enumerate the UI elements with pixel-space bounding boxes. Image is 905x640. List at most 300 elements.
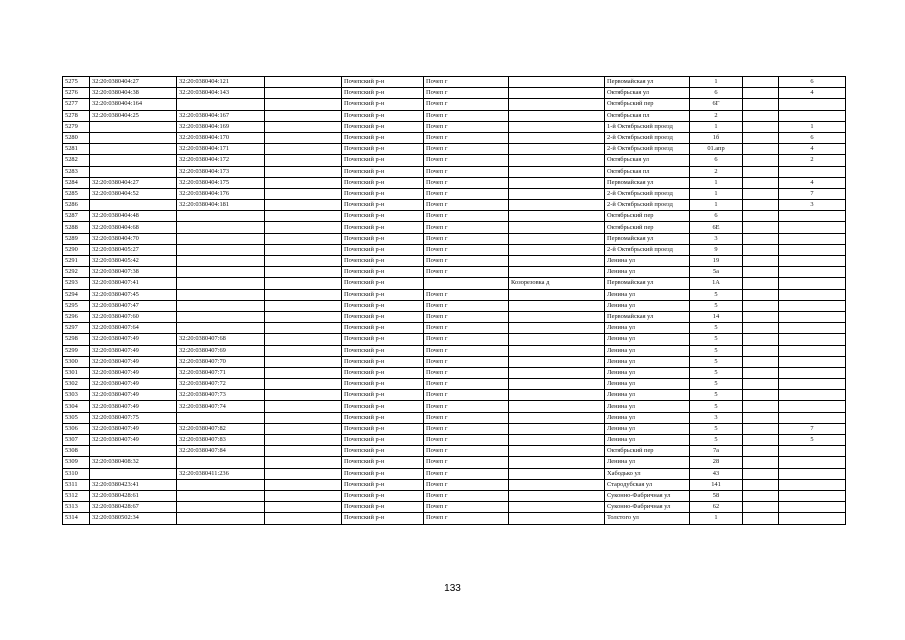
cell-cadastral-number [90, 166, 177, 177]
cell-row-number: 5304 [63, 401, 90, 412]
registry-sheet [62, 76, 846, 525]
cell-district: Почепский р-н [342, 99, 424, 110]
cell-row-number: 5294 [63, 289, 90, 300]
cell-extra-number [265, 334, 342, 345]
cell-street: Первомайская ул [605, 311, 690, 322]
cell-village [509, 345, 605, 356]
cell-extra-number [265, 446, 342, 457]
cell-village [509, 379, 605, 390]
cell-flat-number: 5 [779, 435, 846, 446]
cell-district: Почепский р-н [342, 311, 424, 322]
cell-street: Ленина ул [605, 423, 690, 434]
cell-extra-number [265, 311, 342, 322]
cell-village [509, 490, 605, 501]
table-row [63, 110, 846, 121]
cell-flat-number: 2 [779, 155, 846, 166]
cell-flat-number: 4 [779, 144, 846, 155]
cell-village [509, 188, 605, 199]
cell-cadastral-number: 32:20:0380407:49 [90, 435, 177, 446]
cell-cadastral-number: 32:20:0380407:49 [90, 401, 177, 412]
cell-building-cadastral-number: 32:20:0380404:143 [177, 88, 265, 99]
cell-district: Почепский р-н [342, 502, 424, 513]
cell-flat-number: 6 [779, 132, 846, 143]
cell-flat-number [779, 334, 846, 345]
cell-city: Почеп г [424, 435, 509, 446]
cell-extra-number [265, 502, 342, 513]
cell-row-number: 5305 [63, 412, 90, 423]
cell-corpus [743, 188, 779, 199]
cell-cadastral-number: 32:20:0380407:49 [90, 423, 177, 434]
cell-district: Почепский р-н [342, 166, 424, 177]
cell-corpus [743, 468, 779, 479]
cell-village [509, 311, 605, 322]
cell-corpus [743, 412, 779, 423]
cell-flat-number: 6 [779, 77, 846, 88]
cell-district: Почепский р-н [342, 379, 424, 390]
table-row [63, 222, 846, 233]
cell-city: Почеп г [424, 334, 509, 345]
cell-row-number: 5300 [63, 356, 90, 367]
cell-cadastral-number: 32:20:0380404:27 [90, 177, 177, 188]
cell-building-cadastral-number: 32:20:0380407:73 [177, 390, 265, 401]
cell-district: Почепский р-н [342, 513, 424, 524]
table-row [63, 356, 846, 367]
cell-city [424, 278, 509, 289]
cell-row-number: 5283 [63, 166, 90, 177]
registry-table [62, 76, 846, 525]
table-row [63, 334, 846, 345]
cell-extra-number [265, 379, 342, 390]
cell-building-cadastral-number: 32:20:0380404:167 [177, 110, 265, 121]
table-row [63, 423, 846, 434]
cell-flat-number [779, 513, 846, 524]
cell-row-number: 5276 [63, 88, 90, 99]
cell-extra-number [265, 132, 342, 143]
cell-house-number: 5 [690, 390, 743, 401]
cell-city: Почеп г [424, 300, 509, 311]
cell-flat-number [779, 110, 846, 121]
cell-flat-number [779, 323, 846, 334]
cell-district: Почепский р-н [342, 435, 424, 446]
cell-house-number: 5 [690, 345, 743, 356]
cell-city: Почеп г [424, 345, 509, 356]
cell-district: Почепский р-н [342, 457, 424, 468]
cell-district: Почепский р-н [342, 412, 424, 423]
cell-row-number: 5311 [63, 479, 90, 490]
cell-extra-number [265, 435, 342, 446]
cell-row-number: 5312 [63, 490, 90, 501]
cell-building-cadastral-number: 32:20:0380407:70 [177, 356, 265, 367]
cell-cadastral-number: 32:20:0380407:49 [90, 345, 177, 356]
cell-cadastral-number: 32:20:0380405:42 [90, 256, 177, 267]
cell-extra-number [265, 77, 342, 88]
cell-extra-number [265, 423, 342, 434]
cell-flat-number [779, 479, 846, 490]
cell-district: Почепский р-н [342, 155, 424, 166]
cell-city: Почеп г [424, 110, 509, 121]
cell-building-cadastral-number [177, 457, 265, 468]
cell-city: Почеп г [424, 468, 509, 479]
cell-cadastral-number: 32:20:0380407:38 [90, 267, 177, 278]
cell-flat-number [779, 311, 846, 322]
cell-corpus [743, 502, 779, 513]
cell-flat-number [779, 345, 846, 356]
cell-district: Почепский р-н [342, 367, 424, 378]
cell-row-number: 5313 [63, 502, 90, 513]
cell-city: Почеп г [424, 244, 509, 255]
cell-village [509, 513, 605, 524]
cell-district: Почепский р-н [342, 345, 424, 356]
cell-row-number: 5293 [63, 278, 90, 289]
table-row [63, 155, 846, 166]
cell-building-cadastral-number: 32:20:0380407:71 [177, 367, 265, 378]
cell-corpus [743, 513, 779, 524]
cell-house-number: 58 [690, 490, 743, 501]
cell-district: Почепский р-н [342, 423, 424, 434]
cell-street: Суконно-Фабричная ул [605, 490, 690, 501]
table-row [63, 490, 846, 501]
cell-building-cadastral-number [177, 278, 265, 289]
cell-cadastral-number: 32:20:0380404:48 [90, 211, 177, 222]
cell-row-number: 5277 [63, 99, 90, 110]
cell-extra-number [265, 144, 342, 155]
cell-building-cadastral-number [177, 323, 265, 334]
cell-district: Почепский р-н [342, 401, 424, 412]
cell-row-number: 5275 [63, 77, 90, 88]
cell-village [509, 446, 605, 457]
cell-street: Первомайская ул [605, 177, 690, 188]
cell-cadastral-number: 32:20:0380428:67 [90, 502, 177, 513]
cell-house-number: 141 [690, 479, 743, 490]
cell-house-number: 6 [690, 88, 743, 99]
cell-row-number: 5309 [63, 457, 90, 468]
cell-extra-number [265, 200, 342, 211]
cell-house-number: 1 [690, 513, 743, 524]
cell-street: Октябрьская пл [605, 166, 690, 177]
cell-street: Ленина ул [605, 345, 690, 356]
cell-extra-number [265, 356, 342, 367]
cell-corpus [743, 311, 779, 322]
cell-house-number: 1 [690, 177, 743, 188]
cell-street: Ленина ул [605, 401, 690, 412]
cell-extra-number [265, 457, 342, 468]
cell-house-number: 1 [690, 77, 743, 88]
cell-village [509, 256, 605, 267]
cell-cadastral-number: 32:20:0380404:164 [90, 99, 177, 110]
cell-village [509, 502, 605, 513]
cell-city: Почеп г [424, 88, 509, 99]
cell-house-number: 43 [690, 468, 743, 479]
table-row [63, 177, 846, 188]
cell-village [509, 367, 605, 378]
cell-building-cadastral-number: 32:20:0380407:82 [177, 423, 265, 434]
cell-extra-number [265, 300, 342, 311]
cell-corpus [743, 256, 779, 267]
cell-district: Почепский р-н [342, 323, 424, 334]
cell-village [509, 144, 605, 155]
cell-row-number: 5281 [63, 144, 90, 155]
cell-street: Октябрьская пл [605, 110, 690, 121]
cell-building-cadastral-number [177, 99, 265, 110]
cell-city: Почеп г [424, 479, 509, 490]
cell-street: Первомайская ул [605, 77, 690, 88]
cell-house-number: 9 [690, 244, 743, 255]
cell-district: Почепский р-н [342, 121, 424, 132]
cell-flat-number: 4 [779, 177, 846, 188]
cell-district: Почепский р-н [342, 479, 424, 490]
cell-city: Почеп г [424, 356, 509, 367]
cell-building-cadastral-number: 32:20:0380404:181 [177, 200, 265, 211]
table-row [63, 77, 846, 88]
cell-village [509, 200, 605, 211]
table-row [63, 457, 846, 468]
cell-village [509, 88, 605, 99]
cell-city: Почеп г [424, 121, 509, 132]
cell-street: 1-й Октябрьский проезд [605, 121, 690, 132]
cell-city: Почеп г [424, 211, 509, 222]
cell-cadastral-number: 32:20:0380404:52 [90, 188, 177, 199]
table-row [63, 278, 846, 289]
cell-street: 2-й Октябрьский проезд [605, 244, 690, 255]
cell-city: Почеп г [424, 490, 509, 501]
cell-house-number: 1 [690, 188, 743, 199]
cell-building-cadastral-number: 32:20:0380404:176 [177, 188, 265, 199]
cell-cadastral-number [90, 468, 177, 479]
table-row [63, 244, 846, 255]
cell-extra-number [265, 177, 342, 188]
cell-extra-number [265, 233, 342, 244]
cell-building-cadastral-number: 32:20:0380404:175 [177, 177, 265, 188]
cell-city: Почеп г [424, 323, 509, 334]
cell-city: Почеп г [424, 423, 509, 434]
cell-cadastral-number: 32:20:0380404:68 [90, 222, 177, 233]
cell-district: Почепский р-н [342, 278, 424, 289]
cell-flat-number: 4 [779, 88, 846, 99]
table-row [63, 345, 846, 356]
cell-city: Почеп г [424, 367, 509, 378]
cell-street: Ленина ул [605, 334, 690, 345]
cell-flat-number [779, 379, 846, 390]
cell-corpus [743, 233, 779, 244]
cell-building-cadastral-number [177, 479, 265, 490]
cell-row-number: 5292 [63, 267, 90, 278]
cell-village [509, 289, 605, 300]
cell-corpus [743, 401, 779, 412]
cell-village [509, 121, 605, 132]
cell-house-number: 1б [690, 132, 743, 143]
cell-corpus [743, 278, 779, 289]
cell-flat-number [779, 356, 846, 367]
cell-building-cadastral-number: 32:20:0380404:172 [177, 155, 265, 166]
cell-flat-number: 7 [779, 188, 846, 199]
cell-district: Почепский р-н [342, 222, 424, 233]
cell-building-cadastral-number: 32:20:0380404:121 [177, 77, 265, 88]
cell-street: Ленина ул [605, 289, 690, 300]
cell-corpus [743, 479, 779, 490]
cell-extra-number [265, 278, 342, 289]
cell-cadastral-number: 32:20:0380407:49 [90, 356, 177, 367]
cell-building-cadastral-number [177, 211, 265, 222]
cell-cadastral-number: 32:20:0380407:60 [90, 311, 177, 322]
cell-city: Почеп г [424, 446, 509, 457]
cell-building-cadastral-number: 32:20:0380404:173 [177, 166, 265, 177]
cell-cadastral-number: 32:20:0380404:70 [90, 233, 177, 244]
cell-extra-number [265, 390, 342, 401]
cell-extra-number [265, 256, 342, 267]
table-row [63, 233, 846, 244]
cell-village [509, 222, 605, 233]
cell-flat-number [779, 233, 846, 244]
cell-building-cadastral-number [177, 502, 265, 513]
table-row [63, 188, 846, 199]
cell-village [509, 300, 605, 311]
cell-building-cadastral-number [177, 289, 265, 300]
cell-building-cadastral-number [177, 412, 265, 423]
cell-cadastral-number [90, 144, 177, 155]
cell-row-number: 5303 [63, 390, 90, 401]
cell-village [509, 334, 605, 345]
cell-district: Почепский р-н [342, 300, 424, 311]
cell-row-number: 5282 [63, 155, 90, 166]
cell-corpus [743, 390, 779, 401]
cell-village [509, 390, 605, 401]
table-row [63, 267, 846, 278]
cell-cadastral-number: 32:20:0380407:45 [90, 289, 177, 300]
cell-district: Почепский р-н [342, 88, 424, 99]
cell-corpus [743, 222, 779, 233]
cell-village: Козорезовка д [509, 278, 605, 289]
cell-village [509, 267, 605, 278]
cell-house-number: 1 [690, 121, 743, 132]
cell-street: Первомайская ул [605, 233, 690, 244]
cell-extra-number [265, 412, 342, 423]
cell-row-number: 5314 [63, 513, 90, 524]
cell-extra-number [265, 244, 342, 255]
cell-flat-number [779, 502, 846, 513]
cell-village [509, 132, 605, 143]
cell-cadastral-number: 32:20:0380407:47 [90, 300, 177, 311]
cell-flat-number [779, 457, 846, 468]
table-row [63, 367, 846, 378]
cell-row-number: 5310 [63, 468, 90, 479]
cell-district: Почепский р-н [342, 267, 424, 278]
table-row [63, 479, 846, 490]
cell-village [509, 457, 605, 468]
cell-row-number: 5299 [63, 345, 90, 356]
cell-building-cadastral-number: 32:20:0380407:74 [177, 401, 265, 412]
cell-extra-number [265, 222, 342, 233]
cell-house-number: 6Е [690, 222, 743, 233]
cell-house-number: 5 [690, 401, 743, 412]
table-row [63, 513, 846, 524]
table-row [63, 99, 846, 110]
table-row [63, 300, 846, 311]
cell-city: Почеп г [424, 256, 509, 267]
cell-corpus [743, 110, 779, 121]
cell-flat-number [779, 446, 846, 457]
cell-flat-number [779, 222, 846, 233]
cell-building-cadastral-number [177, 513, 265, 524]
table-row [63, 401, 846, 412]
cell-flat-number [779, 278, 846, 289]
cell-extra-number [265, 155, 342, 166]
cell-city: Почеп г [424, 99, 509, 110]
cell-row-number: 5306 [63, 423, 90, 434]
cell-row-number: 5298 [63, 334, 90, 345]
cell-street: Ленина ул [605, 300, 690, 311]
cell-street: Ленина ул [605, 390, 690, 401]
cell-cadastral-number: 32:20:0380407:49 [90, 390, 177, 401]
cell-row-number: 5285 [63, 188, 90, 199]
cell-house-number: 28 [690, 457, 743, 468]
cell-street: Хабодько ул [605, 468, 690, 479]
cell-extra-number [265, 88, 342, 99]
cell-cadastral-number: 32:20:0380404:27 [90, 77, 177, 88]
cell-city: Почеп г [424, 401, 509, 412]
cell-house-number: 62 [690, 502, 743, 513]
cell-village [509, 77, 605, 88]
table-row [63, 390, 846, 401]
cell-building-cadastral-number: 32:20:0380404:169 [177, 121, 265, 132]
cell-flat-number [779, 244, 846, 255]
cell-cadastral-number: 32:20:0380428:61 [90, 490, 177, 501]
cell-flat-number [779, 401, 846, 412]
cell-cadastral-number: 32:20:0380404:25 [90, 110, 177, 121]
table-row [63, 211, 846, 222]
cell-corpus [743, 144, 779, 155]
cell-flat-number [779, 99, 846, 110]
cell-row-number: 5279 [63, 121, 90, 132]
cell-street: 2-й Октябрьский проезд [605, 200, 690, 211]
cell-flat-number [779, 367, 846, 378]
cell-flat-number [779, 490, 846, 501]
cell-village [509, 468, 605, 479]
cell-corpus [743, 77, 779, 88]
cell-district: Почепский р-н [342, 289, 424, 300]
cell-city: Почеп г [424, 177, 509, 188]
cell-village [509, 110, 605, 121]
cell-cadastral-number: 32:20:0380407:41 [90, 278, 177, 289]
cell-extra-number [265, 289, 342, 300]
cell-row-number: 5288 [63, 222, 90, 233]
cell-corpus [743, 99, 779, 110]
cell-corpus [743, 323, 779, 334]
cell-district: Почепский р-н [342, 256, 424, 267]
cell-corpus [743, 446, 779, 457]
cell-city: Почеп г [424, 289, 509, 300]
cell-village [509, 423, 605, 434]
table-row [63, 121, 846, 132]
cell-village [509, 323, 605, 334]
cell-city: Почеп г [424, 132, 509, 143]
cell-house-number: 3 [690, 233, 743, 244]
cell-row-number: 5308 [63, 446, 90, 457]
cell-flat-number [779, 289, 846, 300]
cell-village [509, 166, 605, 177]
cell-city: Почеп г [424, 222, 509, 233]
cell-village [509, 99, 605, 110]
cell-extra-number [265, 323, 342, 334]
cell-village [509, 233, 605, 244]
cell-city: Почеп г [424, 412, 509, 423]
table-row [63, 379, 846, 390]
cell-city: Почеп г [424, 457, 509, 468]
cell-building-cadastral-number: 32:20:0380407:69 [177, 345, 265, 356]
cell-cadastral-number: 32:20:0380407:49 [90, 379, 177, 390]
cell-street: Первомайская ул [605, 278, 690, 289]
cell-city: Почеп г [424, 166, 509, 177]
cell-extra-number [265, 345, 342, 356]
